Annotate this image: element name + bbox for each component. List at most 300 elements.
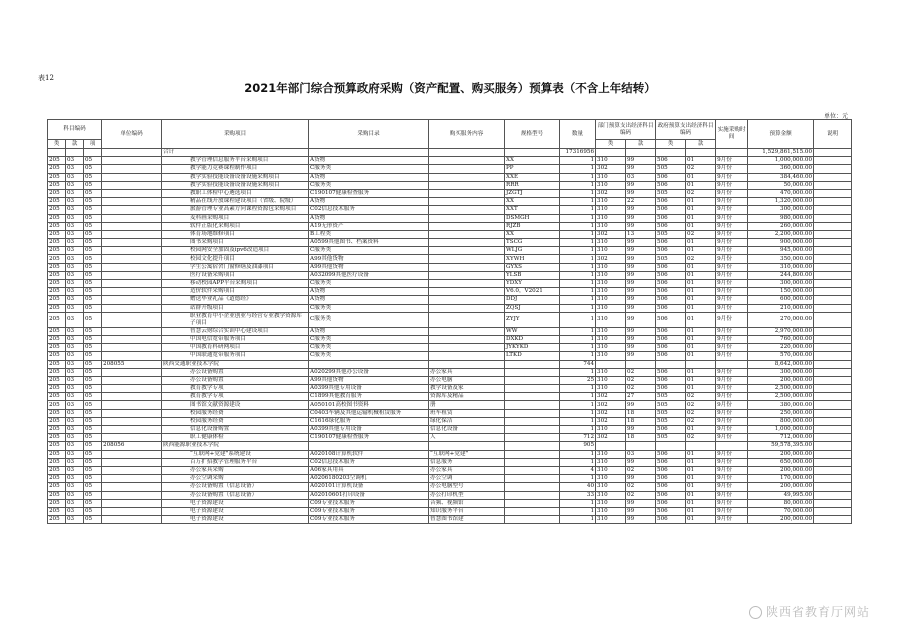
cell-dept-lei: 310 (596, 507, 626, 515)
cell-dept-kuan: 99 (626, 312, 656, 327)
cell-dept-lei: 302 (596, 401, 626, 409)
cell-dept-kuan: 02 (626, 483, 656, 491)
cell-subject-xiang: 05 (84, 344, 102, 352)
cell-note (814, 271, 852, 279)
cell-subject-kuan: 03 (66, 327, 84, 335)
cell-project: 教学实验技能设备设备设施采购项目 (162, 173, 309, 181)
cell-service (429, 222, 505, 230)
cell-subject-kuan: 03 (66, 401, 84, 409)
cell-org-code (102, 507, 162, 515)
cell-subject-lei: 205 (48, 458, 66, 466)
cell-subject-lei: 205 (48, 360, 66, 368)
cell-gov-lei: 506 (656, 157, 686, 165)
cell-service (429, 296, 505, 304)
table-row (48, 149, 852, 157)
cell-subject-lei: 205 (48, 507, 66, 515)
cell-spec: LTKD (505, 352, 560, 360)
table-row (48, 280, 852, 288)
cell-catalog: C服务类 (309, 312, 429, 327)
cell-gov-lei (656, 442, 686, 450)
cell-time: 9月份 (716, 335, 748, 343)
cell-service (429, 263, 505, 271)
cell-dept-lei: 310 (596, 214, 626, 222)
cell-dept-lei: 302 (596, 189, 626, 197)
cell-project: 办公设备购置 (162, 368, 309, 376)
cell-spec (505, 483, 560, 491)
cell-subject-kuan: 03 (66, 288, 84, 296)
cell-dept-lei: 310 (596, 288, 626, 296)
cell-subject-kuan: 03 (66, 214, 84, 222)
cell-dept-lei: 310 (596, 173, 626, 181)
cell-subject-kuan: 03 (66, 271, 84, 279)
cell-subject-lei: 205 (48, 426, 66, 434)
cell-time: 9月份 (716, 385, 748, 393)
cell-subject-kuan: 03 (66, 157, 84, 165)
cell-project: 陕西能源职业技术学院 (162, 442, 309, 450)
cell-amount: 200,000.00 (748, 516, 814, 524)
cell-gov-lei: 506 (656, 214, 686, 222)
cell-amount: 250,000.00 (748, 409, 814, 417)
cell-gov-kuan: 01 (686, 483, 716, 491)
cell-amount: 200,000.00 (748, 376, 814, 384)
cell-time (716, 442, 748, 450)
cell-subject-kuan: 03 (66, 426, 84, 434)
cell-service (429, 165, 505, 173)
cell-subject-lei: 205 (48, 288, 66, 296)
cell-service (429, 157, 505, 165)
cell-gov-lei: 506 (656, 344, 686, 352)
table-row (48, 255, 852, 263)
cell-project: 赠送毕业礼品《道德经》 (162, 296, 309, 304)
cell-spec: DSMGH (505, 214, 560, 222)
cell-note (814, 296, 852, 304)
cell-subject-kuan: 03 (66, 280, 84, 288)
cell-note (814, 255, 852, 263)
cell-amount: 470,000.00 (748, 189, 814, 197)
cell-dept-lei: 310 (596, 344, 626, 352)
table-row (48, 442, 852, 450)
cell-subject-kuan (66, 149, 84, 157)
cell-amount: 50,000.00 (748, 181, 814, 189)
cell-qty: 1 (560, 352, 596, 360)
cell-project: 移动校园APP平台采购项目 (162, 280, 309, 288)
header-row (48, 120, 852, 140)
cell-dept-lei: 310 (596, 304, 626, 312)
cell-gov-kuan: 01 (686, 173, 716, 181)
cell-spec: WLJG (505, 247, 560, 255)
table-row (48, 312, 852, 327)
cell-subject-kuan: 03 (66, 442, 84, 450)
cell-org-code (102, 385, 162, 393)
cell-dept-kuan: 99 (626, 475, 656, 483)
cell-amount: 945,000.00 (748, 247, 814, 255)
cell-amount: 300,000.00 (748, 368, 814, 376)
cell-catalog: A货物 (309, 173, 429, 181)
cell-gov-kuan: 01 (686, 327, 716, 335)
header-qty: 数量 (560, 120, 596, 149)
cell-gov-lei (656, 360, 686, 368)
cell-subject-kuan: 03 (66, 344, 84, 352)
cell-time: 9月份 (716, 271, 748, 279)
cell-subject-xiang: 05 (84, 157, 102, 165)
cell-gov-kuan (686, 360, 716, 368)
cell-org-code (102, 296, 162, 304)
cell-spec (505, 149, 560, 157)
cell-gov-kuan (686, 149, 716, 157)
cell-project: 教育教学专项 (162, 385, 309, 393)
cell-subject-kuan: 03 (66, 312, 84, 327)
cell-project: 校园服务经费 (162, 409, 309, 417)
cell-note (814, 434, 852, 442)
cell-dept-lei: 302 (596, 230, 626, 238)
cell-service (429, 181, 505, 189)
table-row (48, 344, 852, 352)
cell-subject-xiang: 05 (84, 516, 102, 524)
cell-catalog: A货物 (309, 157, 429, 165)
cell-project: 医疗设备采购项目 (162, 271, 309, 279)
cell-org-code (102, 516, 162, 524)
cell-subject-lei: 205 (48, 491, 66, 499)
cell-service (429, 442, 505, 450)
header-dept-lei: 类 (596, 140, 626, 149)
cell-dept-lei: 302 (596, 409, 626, 417)
cell-time: 9月份 (716, 181, 748, 189)
cell-subject-kuan: 03 (66, 247, 84, 255)
table-row (48, 198, 852, 206)
cell-qty: 1 (560, 304, 596, 312)
cell-project: 教学能力竞赛课程制作项目 (162, 165, 309, 173)
table-row (48, 327, 852, 335)
cell-note (814, 304, 852, 312)
table-row (48, 230, 852, 238)
table-row (48, 181, 852, 189)
cell-service (429, 335, 505, 343)
cell-subject-kuan: 03 (66, 409, 84, 417)
cell-service (429, 352, 505, 360)
cell-qty: 1 (560, 181, 596, 189)
cell-subject-kuan: 03 (66, 368, 84, 376)
cell-subject-kuan: 03 (66, 483, 84, 491)
cell-dept-lei: 310 (596, 385, 626, 393)
table-row (48, 368, 852, 376)
table-row (48, 352, 852, 360)
cell-time: 9月份 (716, 230, 748, 238)
cell-note (814, 157, 852, 165)
cell-time: 9月份 (716, 434, 748, 442)
cell-project: 教学管理信息服务平台采购项目 (162, 157, 309, 165)
cell-subject-xiang: 05 (84, 280, 102, 288)
cell-note (814, 181, 852, 189)
cell-subject-lei: 205 (48, 442, 66, 450)
cell-dept-kuan: 99 (626, 255, 656, 263)
cell-project: 电子资源建设 (162, 499, 309, 507)
cell-gov-kuan: 01 (686, 222, 716, 230)
cell-note (814, 401, 852, 409)
page-title: 2021年部门综合预算政府采购（资产配置、购买服务）预算表（不含上年结转） (244, 81, 656, 95)
cell-time: 9月份 (716, 198, 748, 206)
cell-note (814, 335, 852, 343)
cell-project: 电子资源建设 (162, 516, 309, 524)
cell-subject-kuan: 03 (66, 263, 84, 271)
cell-gov-lei: 506 (656, 312, 686, 327)
cell-catalog: C服务类 (309, 280, 429, 288)
cell-service (429, 149, 505, 157)
cell-dept-lei: 310 (596, 206, 626, 214)
cell-gov-lei: 506 (656, 280, 686, 288)
cell-gov-lei (656, 149, 686, 157)
cell-time: 9月份 (716, 393, 748, 401)
header-gov-econ-code: 政府预算支出经济科目编码 (656, 120, 716, 140)
cell-service: 智慧图书馆建 (429, 516, 505, 524)
cell-amount: 270,000.00 (748, 312, 814, 327)
cell-catalog: A020108计算机软件 (309, 450, 429, 458)
cell-dept-lei (596, 149, 626, 157)
cell-project: 百万扩招教学管理服务平台 (162, 458, 309, 466)
cell-org-code (102, 214, 162, 222)
cell-time: 9月份 (716, 247, 748, 255)
cell-dept-lei: 310 (596, 296, 626, 304)
table-row (48, 483, 852, 491)
cell-gov-lei: 506 (656, 206, 686, 214)
cell-subject-xiang: 05 (84, 263, 102, 271)
cell-gov-lei: 506 (656, 173, 686, 181)
cell-subject-xiang: 05 (84, 247, 102, 255)
cell-gov-lei: 506 (656, 458, 686, 466)
cell-catalog: A货物 (309, 288, 429, 296)
cell-service: 资源库及精品 (429, 393, 505, 401)
cell-amount: 49,995.00 (748, 491, 814, 499)
cell-dept-lei: 310 (596, 516, 626, 524)
cell-subject-xiang: 05 (84, 206, 102, 214)
cell-gov-kuan: 01 (686, 214, 716, 222)
cell-gov-kuan: 02 (686, 434, 716, 442)
cell-dept-lei: 302 (596, 434, 626, 442)
cell-time: 9月份 (716, 165, 748, 173)
cell-spec (505, 385, 560, 393)
cell-dept-lei: 310 (596, 335, 626, 343)
cell-subject-lei: 205 (48, 165, 66, 173)
cell-catalog (309, 442, 429, 450)
table-row (48, 239, 852, 247)
cell-service: 办公空调 (429, 475, 505, 483)
cell-amount: 1,529,861,515.00 (748, 149, 814, 157)
table-row (48, 507, 852, 515)
cell-spec (505, 417, 560, 425)
cell-dept-lei: 310 (596, 271, 626, 279)
cell-dept-kuan: 99 (626, 247, 656, 255)
cell-gov-lei: 505 (656, 230, 686, 238)
cell-time: 9月份 (716, 280, 748, 288)
cell-amount: 300,000.00 (748, 206, 814, 214)
cell-subject-xiang: 05 (84, 288, 102, 296)
cell-qty: 1 (560, 222, 596, 230)
cell-subject-xiang: 05 (84, 466, 102, 474)
cell-org-code: 208056 (102, 442, 162, 450)
cell-subject-lei: 205 (48, 230, 66, 238)
cell-spec: RRR (505, 181, 560, 189)
cell-gov-kuan: 01 (686, 516, 716, 524)
cell-gov-kuan: 01 (686, 458, 716, 466)
cell-note (814, 312, 852, 327)
cell-time: 9月份 (716, 475, 748, 483)
table-row (48, 475, 852, 483)
cell-org-code (102, 173, 162, 181)
cell-gov-lei: 506 (656, 385, 686, 393)
cell-org-code (102, 255, 162, 263)
cell-gov-lei: 506 (656, 475, 686, 483)
table-row (48, 288, 852, 296)
cell-gov-kuan: 01 (686, 288, 716, 296)
cell-time: 9月份 (716, 206, 748, 214)
cell-subject-kuan: 03 (66, 516, 84, 524)
cell-gov-kuan: 01 (686, 475, 716, 483)
cell-catalog: C190107健康检查服务 (309, 434, 429, 442)
cell-qty: 712 (560, 434, 596, 442)
cell-catalog: A99其他货物 (309, 255, 429, 263)
cell-org-code: 208055 (102, 360, 162, 368)
cell-gov-kuan: 01 (686, 247, 716, 255)
cell-org-code (102, 263, 162, 271)
cell-catalog: A06家具用具 (309, 466, 429, 474)
cell-service: 办公打印机型 (429, 491, 505, 499)
cell-amount: 650,000.00 (748, 458, 814, 466)
cell-org-code (102, 239, 162, 247)
cell-subject-lei: 205 (48, 335, 66, 343)
cell-service (429, 198, 505, 206)
cell-org-code (102, 401, 162, 409)
cell-project: 中国电信宽带服务项目 (162, 335, 309, 343)
cell-gov-lei: 506 (656, 222, 686, 230)
cell-qty: 1 (560, 198, 596, 206)
cell-project: 办公设备购置（信息设备） (162, 483, 309, 491)
cell-amount: 8,642,000.00 (748, 360, 814, 368)
cell-service (429, 173, 505, 181)
cell-note (814, 376, 852, 384)
cell-amount: 760,000.00 (748, 335, 814, 343)
table-row (48, 263, 852, 271)
cell-subject-kuan: 03 (66, 450, 84, 458)
cell-gov-kuan: 01 (686, 312, 716, 327)
cell-dept-kuan: 99 (626, 181, 656, 189)
cell-catalog: A99其他货物 (309, 263, 429, 271)
cell-note (814, 385, 852, 393)
cell-qty: 905 (560, 442, 596, 450)
cell-spec (505, 426, 560, 434)
cell-project: 学生公寓宿舍门窗修缮及油漆项目 (162, 263, 309, 271)
cell-project: 软件正版化采购项目 (162, 222, 309, 230)
cell-service: 知识服务平台 (429, 507, 505, 515)
cell-amount: 800,000.00 (748, 417, 814, 425)
cell-subject-xiang: 05 (84, 499, 102, 507)
cell-catalog: A032099其他医疗设备 (309, 271, 429, 279)
cell-qty: 1 (560, 247, 596, 255)
cell-service: 办公电脑 (429, 376, 505, 384)
cell-subject-xiang: 05 (84, 393, 102, 401)
cell-service (429, 230, 505, 238)
table-row (48, 360, 852, 368)
cell-org-code (102, 312, 162, 327)
cell-dept-lei: 310 (596, 198, 626, 206)
cell-dept-lei: 310 (596, 376, 626, 384)
cell-gov-kuan: 02 (686, 393, 716, 401)
cell-time: 9月份 (716, 401, 748, 409)
cell-dept-kuan (626, 442, 656, 450)
header-dept-kuan: 款 (626, 140, 656, 149)
cell-subject-lei: 205 (48, 393, 66, 401)
cell-dept-lei: 310 (596, 475, 626, 483)
cell-dept-lei: 302 (596, 255, 626, 263)
cell-amount: 380,000.00 (748, 401, 814, 409)
cell-dept-lei (596, 442, 626, 450)
cell-time: 9月份 (716, 466, 748, 474)
cell-note (814, 352, 852, 360)
cell-project: “互联网+党建”系统建设 (162, 450, 309, 458)
cell-subject-kuan: 03 (66, 222, 84, 230)
cell-dept-lei (596, 360, 626, 368)
cell-subject-kuan: 03 (66, 165, 84, 173)
cell-spec: ZQSJ (505, 304, 560, 312)
cell-service (429, 214, 505, 222)
cell-project: 办公空调采购 (162, 475, 309, 483)
table-number: 表12 (38, 74, 54, 82)
cell-qty: 1 (560, 507, 596, 515)
cell-dept-lei: 310 (596, 491, 626, 499)
cell-project: 中国联通宽带服务项目 (162, 352, 309, 360)
cell-subject-xiang: 05 (84, 426, 102, 434)
cell-subject-xiang: 05 (84, 230, 102, 238)
table-row (48, 222, 852, 230)
cell-catalog: B工程类 (309, 230, 429, 238)
cell-subject-lei: 205 (48, 255, 66, 263)
cell-dept-lei: 310 (596, 426, 626, 434)
cell-qty: 1 (560, 458, 596, 466)
cell-gov-kuan: 01 (686, 450, 716, 458)
cell-service: 班车租赁 (429, 409, 505, 417)
cell-time: 9月份 (716, 368, 748, 376)
cell-catalog: A050101高校图书资料 (309, 401, 429, 409)
cell-dept-kuan: 99 (626, 335, 656, 343)
cell-gov-kuan: 01 (686, 198, 716, 206)
cell-qty: 1 (560, 393, 596, 401)
cell-dept-kuan: 99 (626, 222, 656, 230)
cell-org-code (102, 165, 162, 173)
cell-amount: 70,000.00 (748, 507, 814, 515)
cell-service (429, 255, 505, 263)
cell-subject-xiang: 05 (84, 222, 102, 230)
cell-catalog: C服务类 (309, 335, 429, 343)
table-row (48, 426, 852, 434)
table-row (48, 434, 852, 442)
cell-amount: 2,200,000.00 (748, 230, 814, 238)
cell-project: 校园网安全加固及ipv6改造项目 (162, 247, 309, 255)
table-body (48, 149, 852, 524)
cell-project: 麦科画采购项目 (162, 214, 309, 222)
cell-project: 旅游管理专业高素方向课程资源包采购项目 (162, 206, 309, 214)
cell-org-code (102, 483, 162, 491)
cell-project: 精品在线开放课程建设项目（省级、院级） (162, 198, 309, 206)
cell-gov-kuan: 01 (686, 376, 716, 384)
cell-service (429, 327, 505, 335)
cell-spec: XXT (505, 206, 560, 214)
cell-note (814, 263, 852, 271)
cell-subject-lei: 205 (48, 198, 66, 206)
cell-dept-lei: 310 (596, 458, 626, 466)
cell-dept-kuan: 03 (626, 173, 656, 181)
cell-spec: PP (505, 165, 560, 173)
cell-service: 册 (429, 401, 505, 409)
cell-subject-xiang: 05 (84, 417, 102, 425)
cell-qty: 1 (560, 271, 596, 279)
